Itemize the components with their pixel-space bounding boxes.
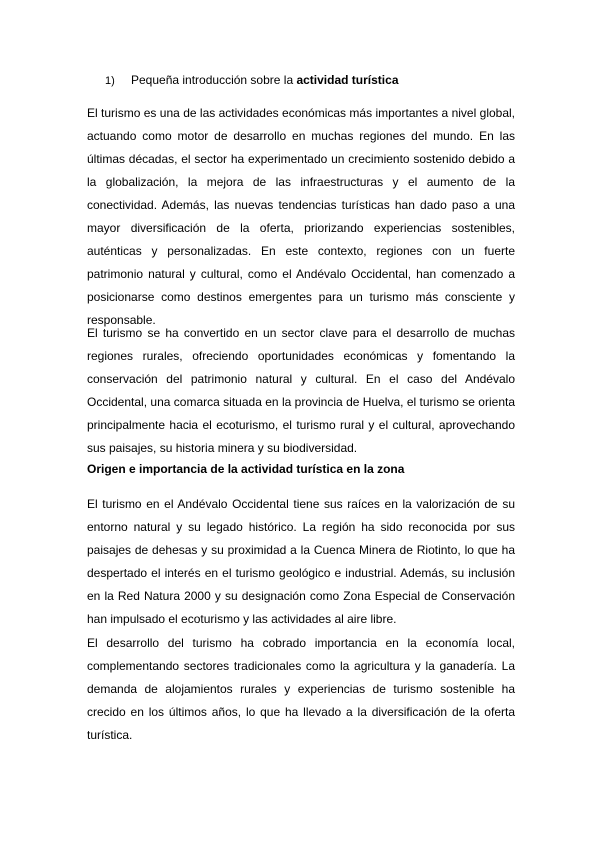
paragraph-origin: El turismo en el Andévalo Occidental tiene sus raíces en la valorización de su entorno natural y su legado histórico. La región ha sido reconocida por sus paisajes de dehesas y su proximidad a la Cuenca Minera de Riotinto, lo que ha despertado el interés en el turismo geológico e industrial. Además, su inclusión en la Red Natura 2000 y su designación como Zona Especial de Conservación han impulsado el ecoturismo y las actividades al aire libre. xyxy=(87,497,515,626)
paragraph-intro: El turismo es una de las actividades económicas más importantes a nivel global, actuando como motor de desarrollo en muchas regiones del mundo. En las últimas décadas, el sector ha experimentado un crecimiento sostenido debido a la globalización, la mejora de las infraestructuras y el aumento de la conectividad. Además, las nuevas tendencias turísticas han dado paso a una mayor diversificación de la oferta, priorizando experiencias sostenibles, auténticas y personalizadas. En este contexto, regiones con un fuerte patrimonio natural y cultural, como el Andévalo Occidental, han comenzado a posicionarse como destinos emergentes para un turismo más consciente y responsable. xyxy=(87,106,515,327)
subheading-origin: Origen e importancia de la actividad turística en la zona xyxy=(87,462,405,476)
section-title-bold: actividad turística xyxy=(296,73,399,87)
section-heading xyxy=(105,72,399,89)
section-title-prefix: Pequeña introducción sobre la xyxy=(131,73,297,87)
paragraph-rural-tourism: El turismo se ha convertido en un sector clave para el desarrollo de muchas regiones rurales, ofreciendo oportunidades económicas y fomentando la conservación del patrimonio natural y cultural. En el caso del Andévalo Occidental, una comarca situada en la provincia de Huelva, el turismo se orienta principalmente hacia el ecoturismo, el turismo rural y el cultural, aprovechando sus paisajes, su historia minera y su biodiversidad. xyxy=(87,326,515,455)
section-number: 1) xyxy=(105,75,115,87)
paragraph-importance: El desarrollo del turismo ha cobrado importancia en la economía local, complementando sectores tradicionales como la agricultura y la ganadería. La demanda de alojamientos rurales y experiencias de turismo sostenible ha crecido en los últimos años, lo que ha llevado a la diversificación de la oferta turística. xyxy=(87,636,515,742)
